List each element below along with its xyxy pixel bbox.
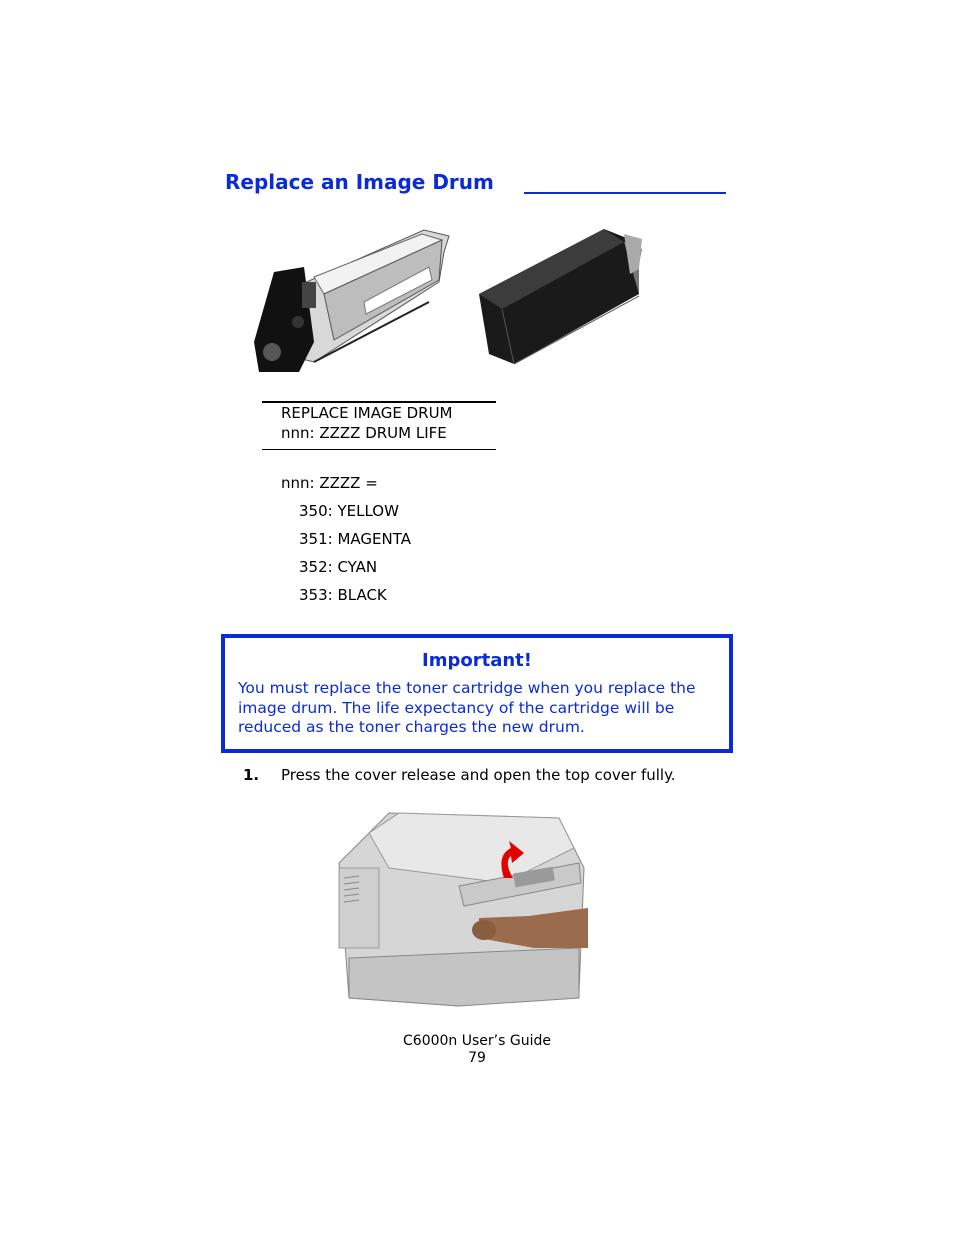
toner-cartridge-photo	[474, 224, 644, 366]
footer-guide-title: C6000n User’s Guide	[403, 1033, 551, 1049]
image-drum-photo	[254, 222, 452, 377]
code-black: 353: BLACK	[299, 586, 387, 604]
title-underline	[524, 192, 726, 194]
important-callout	[221, 634, 733, 753]
panel-top-rule	[262, 401, 496, 403]
step-number: 1.	[243, 766, 260, 784]
code-magenta: 351: MAGENTA	[299, 530, 411, 548]
panel-message-line2: nnn: ZZZZ DRUM LIFE	[281, 424, 447, 442]
codes-intro: nnn: ZZZZ =	[281, 474, 378, 492]
code-yellow: 350: YELLOW	[299, 502, 399, 520]
step-text: Press the cover release and open the top cover fully.	[281, 766, 676, 784]
code-cyan: 352: CYAN	[299, 558, 378, 576]
footer-page-number: 79	[468, 1050, 486, 1066]
important-title: Important!	[422, 650, 532, 671]
important-body: You must replace the toner cartridge when you replace the image drum. The life expectancy of the cartridge will be reduced as the toner charges the new drum.	[238, 679, 696, 736]
section-title: Replace an Image Drum	[225, 170, 494, 194]
panel-bottom-rule	[262, 449, 496, 450]
printer-open-cover-photo	[329, 808, 588, 1008]
panel-message-line1: REPLACE IMAGE DRUM	[281, 404, 453, 422]
